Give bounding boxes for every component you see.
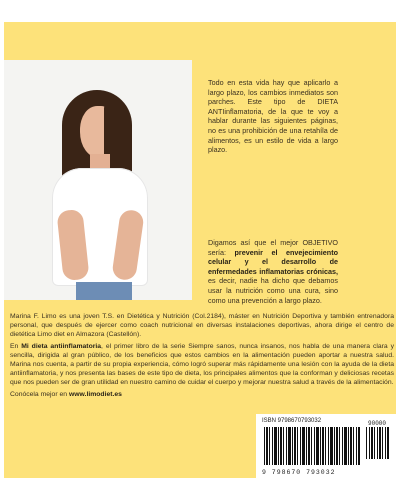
bio-p2-body: , el primer libro de la serie Siempre sanos, nunca insanos, nos habla de una manera clara y sencilla, dirigida al gran público, de los beneficios que estos cambios en la alimentación pueden aportar a nuestra salud. Marina nos cuenta, a partir de su propia experiencia, cómo logró superar más rápidamente una lesión con la ayuda de la dieta antiinflamatoria, y nos presenta las bases de este tipo de dieta, los principales alimentos que la conforman y deliciosas recetas que nos pueden ser de gran utilidad en nuestro camino de cuidar el cuerpo y mejorar nuestra salud a través de la alimentación.: [10, 343, 394, 386]
website-link[interactable]: www.limodiet.es: [68, 391, 122, 398]
objective-lead: Digamos así que el mejor OBJETIVO sería:: [208, 238, 338, 257]
author-photo: [4, 60, 192, 300]
back-cover: [4, 22, 396, 478]
photo-jeans: [76, 282, 132, 300]
bio-paragraph-3: [10, 390, 394, 399]
bio-p2-lead: En: [10, 343, 22, 350]
price-addon: 90000: [368, 420, 387, 427]
isbn-label: ISBN 9798670793032: [262, 418, 322, 424]
isbn-barcode: [256, 414, 396, 478]
bio-paragraph-2: [10, 342, 394, 387]
objective-tail: es decir, nadie ha dicho que debamos usar la nutrición como una cura, sino como una prevención a largo plazo.: [208, 276, 338, 305]
isbn-digits: 9 798670 793032: [262, 469, 336, 476]
website-lead: Conócela mejor en: [10, 391, 69, 398]
author-bio: [10, 312, 394, 400]
book-title: Mi dieta antiinflamatoria: [21, 343, 102, 350]
barcode-bars: [264, 427, 360, 465]
objective-paragraph: [208, 238, 338, 305]
bio-paragraph-1: Marina F. Limo es una joven T.S. en Dietética y Nutrición (Col.2184), máster en Nutrición Deportiva y también entrenadora personal, que después de ejercer como coach nutricional en diversas instalaciones deportivas, ahora dirige el centro de dietética Limo diet en Almazora (Castellón).: [10, 313, 394, 338]
intro-paragraph: Todo en esta vida hay que aplicarlo a largo plazo, los cambios inmediatos son parches. Este tipo de DIETA ANTIinflamatoria, de la que te voy a hablar durante las siguientes páginas, no es una prohibición de una retahíla de alimentos, es un estilo de vida a largo plazo.: [208, 78, 338, 155]
barcode-addon-bars: [366, 427, 390, 459]
objective-highlight: prevenir el envejecimiento celular y el desarrollo de enfermedades inflamatorias crónicas,: [208, 247, 338, 276]
